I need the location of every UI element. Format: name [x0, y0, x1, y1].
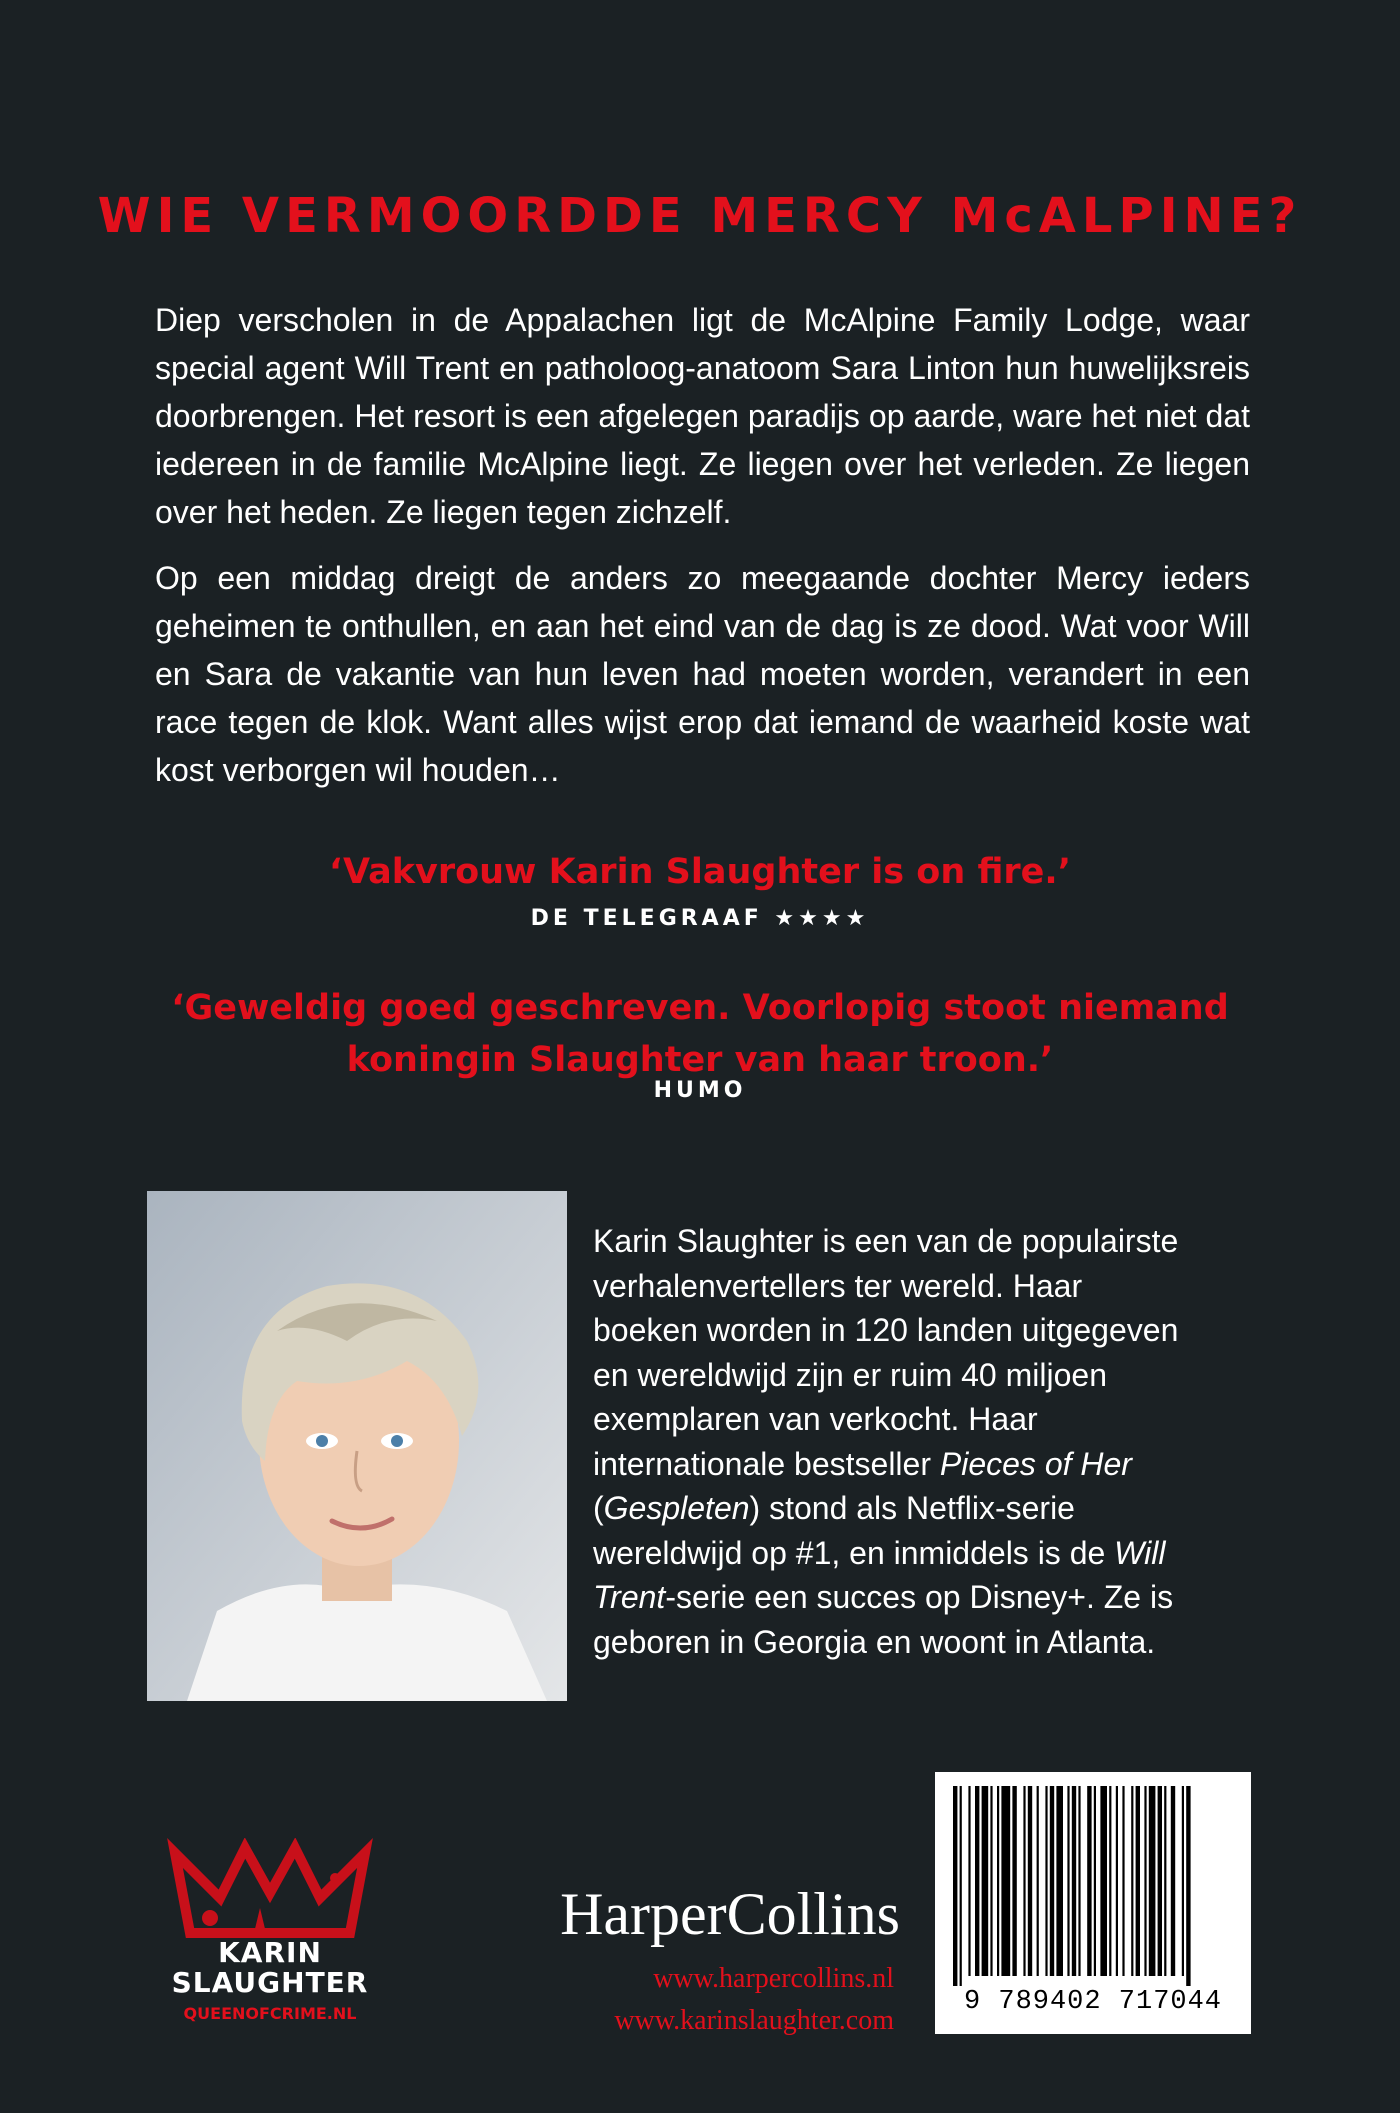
- barcode-bar: [997, 1786, 999, 1976]
- barcode-bar: [1012, 1786, 1016, 1976]
- barcode-bar: [960, 1786, 962, 1986]
- logo-name-line: SLAUGHTER: [171, 1966, 369, 1999]
- barcode-bar: [1028, 1786, 1032, 1976]
- barcode-bars: [935, 1772, 1251, 1987]
- barcode: [935, 1772, 1251, 2034]
- blurb-paragraph: Op een middag dreigt de anders zo meegaande dochter Mercy ieders geheimen te onthullen, en aan het eind van de dag is ze dood. Wat voor Will en Sara de vakantie van hun leven had moeten worden, verandert in een race tegen de klok. Want alles wijst erop dat iemand de waarheid koste wat kost verborgen wil houden…: [155, 560, 1250, 788]
- barcode-bar: [1149, 1786, 1156, 1976]
- author-photo: [147, 1191, 567, 1701]
- crown-icon: [150, 1838, 390, 1938]
- barcode-bar: [1100, 1786, 1107, 1976]
- barcode-bar: [1116, 1786, 1118, 1976]
- barcode-bar: [1087, 1786, 1091, 1976]
- author-url: www.karinslaughter.com: [614, 2005, 894, 2036]
- barcode-bar: [990, 1786, 992, 1976]
- barcode-bar: [1045, 1786, 1047, 1976]
- karin-slaughter-logo: [150, 1838, 390, 2028]
- publisher-name: HarperCollins: [560, 1881, 900, 1947]
- barcode-bar: [1131, 1786, 1133, 1976]
- barcode-bar: [982, 1786, 989, 1976]
- isbn-number: 9 789402 717044: [963, 1987, 1223, 2017]
- review-source: DE TELEGRAAF ★★★★: [530, 906, 870, 931]
- barcode-bar: [1050, 1786, 1054, 1976]
- review-quote: ‘Geweldig goed geschreven. Voorlopig stoot niemand koningin Slaughter van haar troon.’: [171, 988, 1229, 1080]
- logo-website: QUEENOFCRIME.NL: [183, 2004, 357, 2023]
- author-portrait-illustration: [147, 1191, 567, 1701]
- publisher-url: www.harpercollins.nl: [653, 1963, 894, 1994]
- barcode-bar: [1158, 1786, 1162, 1976]
- barcode-bar: [1078, 1786, 1080, 1976]
- barcode-bar: [1023, 1786, 1025, 1976]
- book-title: Gespleten: [603, 1490, 750, 1526]
- barcode-bar: [1136, 1786, 1140, 1976]
- barcode-bar: [953, 1786, 957, 1986]
- barcode-bar: [1186, 1786, 1190, 1986]
- barcode-bar: [1144, 1786, 1146, 1976]
- barcode-bar: [1182, 1786, 1184, 1976]
- barcode-bar: [1067, 1786, 1069, 1976]
- barcode-bar: [1001, 1786, 1010, 1976]
- headline: WIE VERMOORDDE MERCY McALPINE?: [97, 188, 1303, 244]
- logo-name-line: KARIN: [218, 1936, 322, 1969]
- series-title: Will Trent: [593, 1534, 1166, 1615]
- barcode-bar: [1122, 1786, 1124, 1976]
- author-bio: Karin Slaughter is een van de populairste verhalenvertellers ter wereld. Haar boeken worden in 120 landen uitgegeven en wereldwijd zijn er ruim 40 miljoen exemplaren van verkocht. Haar internationale bestseller Pieces of Her (Gespleten) stond als Netflix-serie wereldwijd op #1, en inmiddels is de Will Trent-serie een succes op Disney+. Ze is geboren in Georgia en woont in Atlanta.: [593, 1223, 1179, 1660]
- barcode-bar: [1109, 1786, 1111, 1976]
- review-source: HUMO: [653, 1078, 747, 1103]
- barcode-bar: [1171, 1786, 1175, 1976]
- barcode-bar: [975, 1786, 979, 1976]
- book-title: Pieces of Her: [939, 1445, 1132, 1482]
- barcode-bar: [1094, 1786, 1096, 1976]
- barcode-bar: [1037, 1786, 1039, 1976]
- review-quote: ‘Vakvrouw Karin Slaughter is on fire.’: [329, 852, 1071, 892]
- barcode-bar: [1164, 1786, 1166, 1976]
- barcode-bar: [1072, 1786, 1076, 1976]
- barcode-bar: [1056, 1786, 1063, 1976]
- barcode-bar: [968, 1786, 970, 1976]
- blurb-paragraph: Diep verscholen in de Appalachen ligt de McAlpine Family Lodge, waar special agent Will Trent en patholoog-anatoom Sara Linton hun huwelijksreis doorbrengen. Het resort is een afgelegen paradijs op aarde, ware het niet dat iedereen in de familie McAlpine liegt. Ze liegen over het verleden. Ze liegen over het heden. Ze liegen tegen zichzelf.: [155, 302, 1250, 530]
